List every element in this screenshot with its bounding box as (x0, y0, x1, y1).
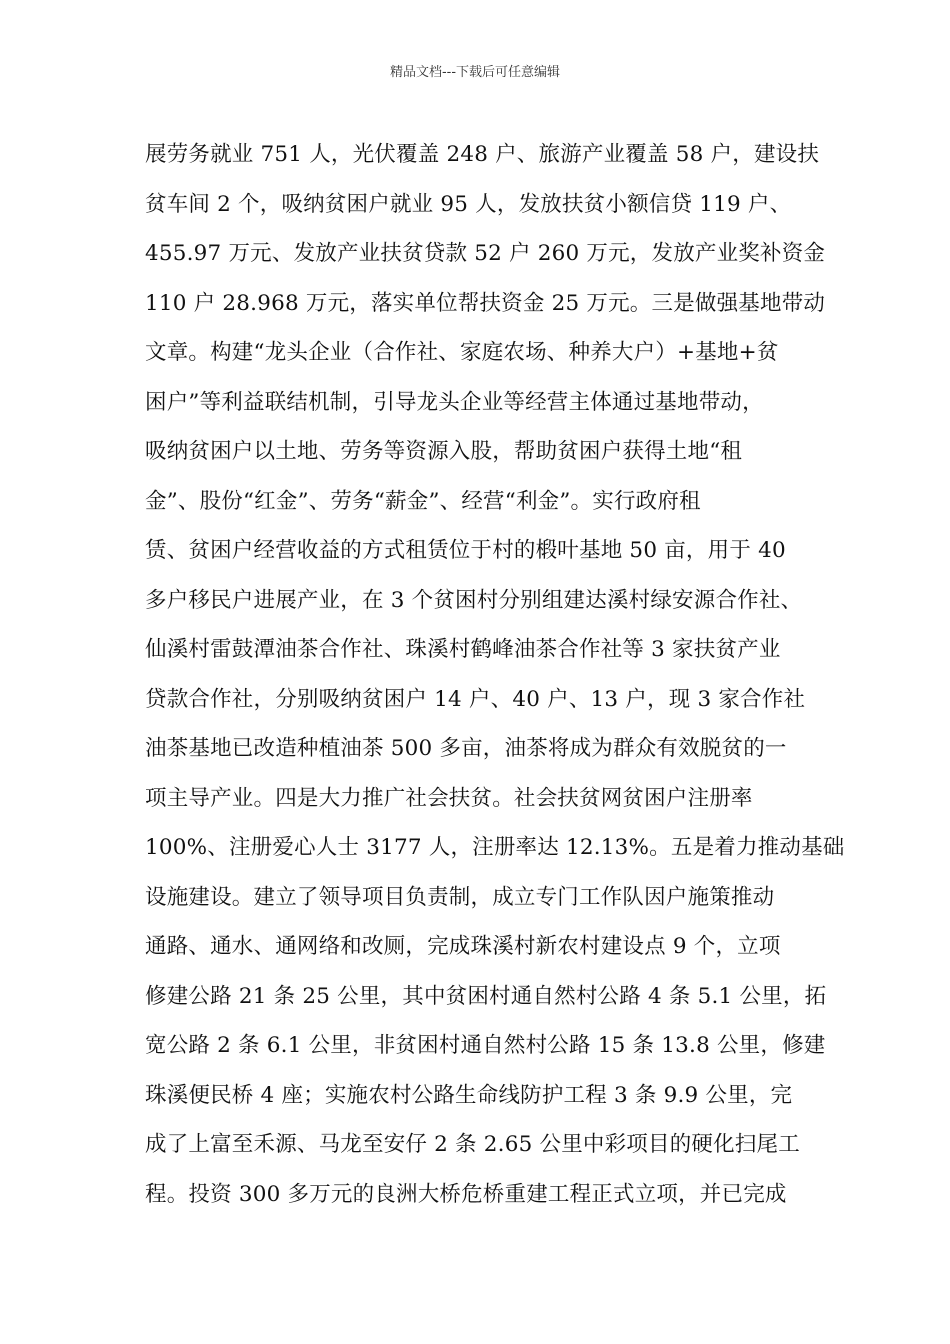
body-line: 贫车间 2 个，吸纳贫困户就业 95 人，发放扶贫小额信贷 119 户、 (145, 191, 792, 217)
body-line: 项主导产业。四是大力推广社会扶贫。社会扶贫网贫困户注册率 (145, 785, 753, 811)
body-line: 455.97 万元、发放产业扶贫贷款 52 户 260 万元，发放产业奖补资金 (145, 241, 826, 266)
body-line: 珠溪便民桥 4 座；实施农村公路生命线防护工程 3 条 9.9 公里，完 (145, 1082, 793, 1108)
document-body (145, 130, 845, 1219)
body-line: 通路、通水、通网络和改厕，完成珠溪村新农村建设点 9 个，立项 (145, 934, 781, 959)
body-line: 赁、贫困户经营收益的方式租赁位于村的椴叶基地 50 亩，用于 40 (145, 538, 786, 563)
body-line: 金”、股份“红金”、劳务“薪金”、经营“利金”。实行政府租 (145, 488, 701, 514)
body-line: 油茶基地已改造种植油茶 500 多亩，油茶将成为群众有效脱贫的一 (145, 736, 787, 761)
body-line: 100%、注册爱心人士 3177 人，注册率达 12.13%。五是着力推动基础 (145, 835, 845, 860)
body-line: 困户”等利益联结机制，引导龙头企业等经营主体通过基地带动， (145, 389, 764, 415)
body-line: 修建公路 21 条 25 公里，其中贫困村通自然村公路 4 条 5.1 公里，拓 (145, 983, 827, 1009)
page-header: 精品文档---下载后可任意编辑 (389, 65, 561, 80)
body-line: 仙溪村雷鼓潭油茶合作社、珠溪村鹤峰油茶合作社等 3 家扶贫产业 (145, 637, 781, 662)
body-line: 多户移民户进展产业，在 3 个贫困村分别组建达溪村绿安源合作社、 (145, 587, 803, 613)
body-line: 贷款合作社，分别吸纳贫困户 14 户、40 户、13 户，现 3 家合作社 (145, 686, 806, 712)
body-line: 文章。构建“龙头企业（合作社、家庭农场、种养大户）+基地+贫 (145, 340, 779, 365)
body-line: 设施建设。建立了领导项目负责制，成立专门工作队因户施策推动 (145, 884, 775, 910)
body-line: 成了上富至禾源、马龙至安仔 2 条 2.65 公里中彩项目的硬化扫尾工 (145, 1132, 800, 1157)
body-line: 吸纳贫困户以土地、劳务等资源入股，帮助贫困户获得土地“租 (145, 439, 743, 464)
body-line: 程。投资 300 多万元的良洲大桥危桥重建工程正式立项，并已完成 (145, 1181, 787, 1207)
body-line: 宽公路 2 条 6.1 公里，非贫困村通自然村公路 15 条 13.8 公里，修建 (145, 1033, 826, 1058)
body-line: 110 户 28.968 万元，落实单位帮扶资金 25 万元。三是做强基地带动 (145, 290, 826, 316)
body-line: 展劳务就业 751 人，光伏覆盖 248 户、旅游产业覆盖 58 户，建设扶 (145, 142, 820, 167)
